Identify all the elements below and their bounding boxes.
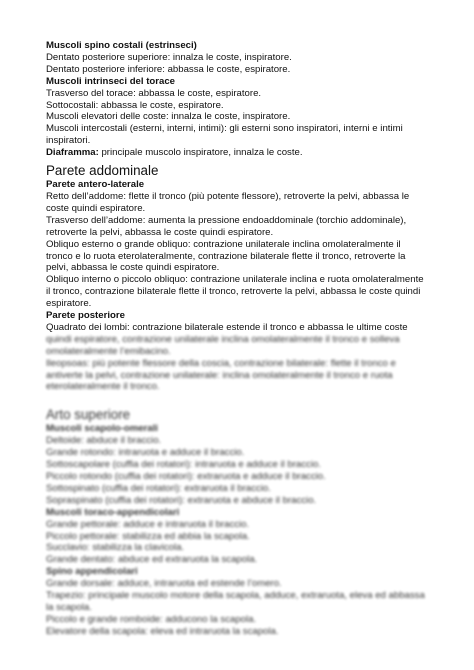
- text-line: [46, 614, 431, 626]
- text-line: [46, 370, 431, 382]
- text-line: [46, 40, 431, 52]
- text-run: tronco e lo ruota eterolateralmente, contrazione bilaterale flette il tronco, retroverte la: [46, 250, 406, 262]
- bold-text: Parete posteriore: [46, 310, 125, 322]
- bold-text: Muscoli toraco-appendicolari: [46, 506, 180, 518]
- text-run: Muscoli intercostali (esterni, interni, intimi): gli esterni sono inspiratori, interni e intimi: [46, 123, 403, 135]
- text-line: [46, 381, 431, 393]
- text-line: [46, 135, 431, 147]
- text-run: Muscoli elevatori delle coste: innalza le coste, inspiratore.: [46, 111, 291, 123]
- text-line: [46, 626, 431, 638]
- text-line: [46, 346, 431, 358]
- text-run: pelvi, abbassa le coste quindi espiratore.: [46, 262, 220, 274]
- text-run: Elevatore della scapola: eleva ed intraruota la scapola.: [46, 625, 279, 637]
- text-run: Trasverso del torace: abbassa le coste, espiratore.: [46, 87, 262, 99]
- text-line: [46, 111, 431, 123]
- text-line: [46, 358, 431, 370]
- text-line: [46, 554, 431, 566]
- text-line: [46, 52, 431, 64]
- text-line: [46, 251, 431, 263]
- text-line: [46, 203, 431, 215]
- text-run: omolateralmente l’emibacino.: [46, 345, 171, 357]
- text-run: Grande dentato: abduce ed extraruota la scapola.: [46, 554, 258, 566]
- text-run: Succlavio: stabilizza la clavicola.: [46, 542, 185, 554]
- text-line: [46, 191, 431, 203]
- text-line: [46, 495, 431, 507]
- text-line: [46, 507, 431, 519]
- torace-section: [46, 40, 431, 159]
- text-line: [46, 123, 431, 135]
- text-run: Quadrato dei lombi: contrazione bilaterale estende il tronco e abbassa le ultime coste: [46, 321, 408, 333]
- text-line: [46, 542, 431, 554]
- text-line: [46, 471, 431, 483]
- blurred-text-block: [46, 334, 431, 394]
- text-run: Trasverso dell’addome: aumenta la pressione endoaddominale (torchio addominale),: [46, 214, 407, 226]
- bold-text: Spino appendicolari: [46, 566, 138, 578]
- text-line: [46, 215, 431, 227]
- text-run: Sopraspinato (cuffia dei rotatori): extraruota e abduce il braccio.: [46, 494, 317, 506]
- text-line: [46, 179, 431, 191]
- text-run: Ileopsoas: più potente flessore della coscia, contrazione bilaterale: flette il tronco e: [46, 357, 396, 369]
- text-line: [46, 578, 431, 590]
- text-line: [46, 519, 431, 531]
- text-line: [46, 435, 431, 447]
- bold-text: Muscoli intrinseci del torace: [46, 75, 176, 87]
- text-line: [46, 602, 431, 614]
- text-line: [46, 262, 431, 274]
- parete-addominale-section: [46, 179, 431, 334]
- text-line: [46, 76, 431, 88]
- bold-text: Muscoli spino costali (estrinseci): [46, 40, 197, 51]
- text-run: Deltoide: abduce il braccio.: [46, 435, 162, 447]
- blurred-arto-superiore-block: [46, 423, 431, 637]
- blurred-preview-area: [46, 334, 431, 638]
- text-run: Sottocostali: abbassa le coste, espiratore.: [46, 99, 224, 111]
- text-run: antiverte la pelvi, contrazione unilaterale: inclina omolateralmente il tronco e ruota: [46, 369, 393, 381]
- text-run: Sottoscapolare (cuffia dei rotatori): intraruota e adduce il braccio.: [46, 459, 321, 471]
- text-run: il tronco, contrazione bilaterale flette il tronco, retroverte la pelvi, abbassa le coste quindi: [46, 286, 421, 298]
- text-run: la scapola.: [46, 601, 92, 613]
- text-run: Sottospinato (cuffia dei rotatori): extraruota il braccio.: [46, 482, 271, 494]
- text-run: retroverte la pelvi, abbassa le coste quindi espiratore.: [46, 226, 274, 238]
- text-line: [46, 88, 431, 100]
- bold-text: Muscoli scapolo-omerali: [46, 423, 158, 435]
- text-run: principale muscolo inspiratore, innalza le coste.: [98, 147, 303, 159]
- text-line: [46, 531, 431, 543]
- text-run: Obliquo interno o piccolo obliquo: contrazione unilaterale inclina e ruota omolateralmente: [46, 274, 424, 286]
- text-line: [46, 227, 431, 239]
- text-line: [46, 322, 431, 334]
- blurred-section-heading: Arto superiore: [46, 407, 131, 423]
- text-run: Piccolo rotondo (cuffia dei rotatori): extraruota e adduce il braccio.: [46, 471, 326, 482]
- text-line: [46, 239, 431, 251]
- text-line: [46, 298, 431, 310]
- text-run: Dentato posteriore superiore: innalza le coste, inspiratore.: [46, 51, 292, 63]
- text-line: [46, 334, 431, 346]
- text-run: inspiratori.: [46, 135, 91, 147]
- text-line: [46, 310, 431, 322]
- text-line: [46, 566, 431, 578]
- text-run: Retto dell’addome: flette il tronco (più potente flessore), retroverte la pelvi, abbassa le: [46, 190, 410, 202]
- text-run: Grande dorsale: adduce, intraruota ed estende l’omero.: [46, 578, 282, 590]
- text-line: [46, 64, 431, 76]
- text-line: [46, 459, 431, 471]
- text-line: [46, 286, 431, 298]
- text-run: coste quindi espiratore.: [46, 202, 146, 214]
- text-run: eterolateralmente il tronco.: [46, 381, 160, 393]
- text-run: Grande pettorale: adduce e intraruota il braccio.: [46, 518, 250, 530]
- text-run: Grande rotondo: intraruota e adduce il braccio.: [46, 447, 245, 459]
- text-line: [46, 100, 431, 112]
- bold-text: Diaframma:: [46, 147, 99, 159]
- text-run: quindi espiratore, contrazione unilaterale inclina omolateralmente il tronco e solleva: [46, 333, 400, 345]
- text-run: espiratore.: [46, 298, 92, 310]
- text-line: [46, 590, 431, 602]
- text-run: Dentato posteriore inferiore: abbassa le coste, espiratore.: [46, 63, 291, 75]
- document-page: [46, 40, 431, 638]
- text-line: [46, 483, 431, 495]
- text-run: Obliquo esterno o grande obliquo: contrazione unilaterale inclina omolateralmente il: [46, 238, 401, 250]
- text-run: Trapezio: principale muscolo motore della scapola, adduce, extraruota, eleva ed abbassa: [46, 590, 425, 602]
- text-run: Piccolo e grande romboide: adducono la scapola.: [46, 613, 257, 625]
- bold-text: Parete antero-laterale: [46, 179, 145, 191]
- text-line: [46, 423, 431, 435]
- section-heading: Parete addominale: [46, 163, 159, 179]
- text-run: Piccolo pettorale: stabilizza ed abbia la scapola.: [46, 530, 250, 542]
- text-line: [46, 147, 431, 159]
- text-line: [46, 447, 431, 459]
- text-line: [46, 274, 431, 286]
